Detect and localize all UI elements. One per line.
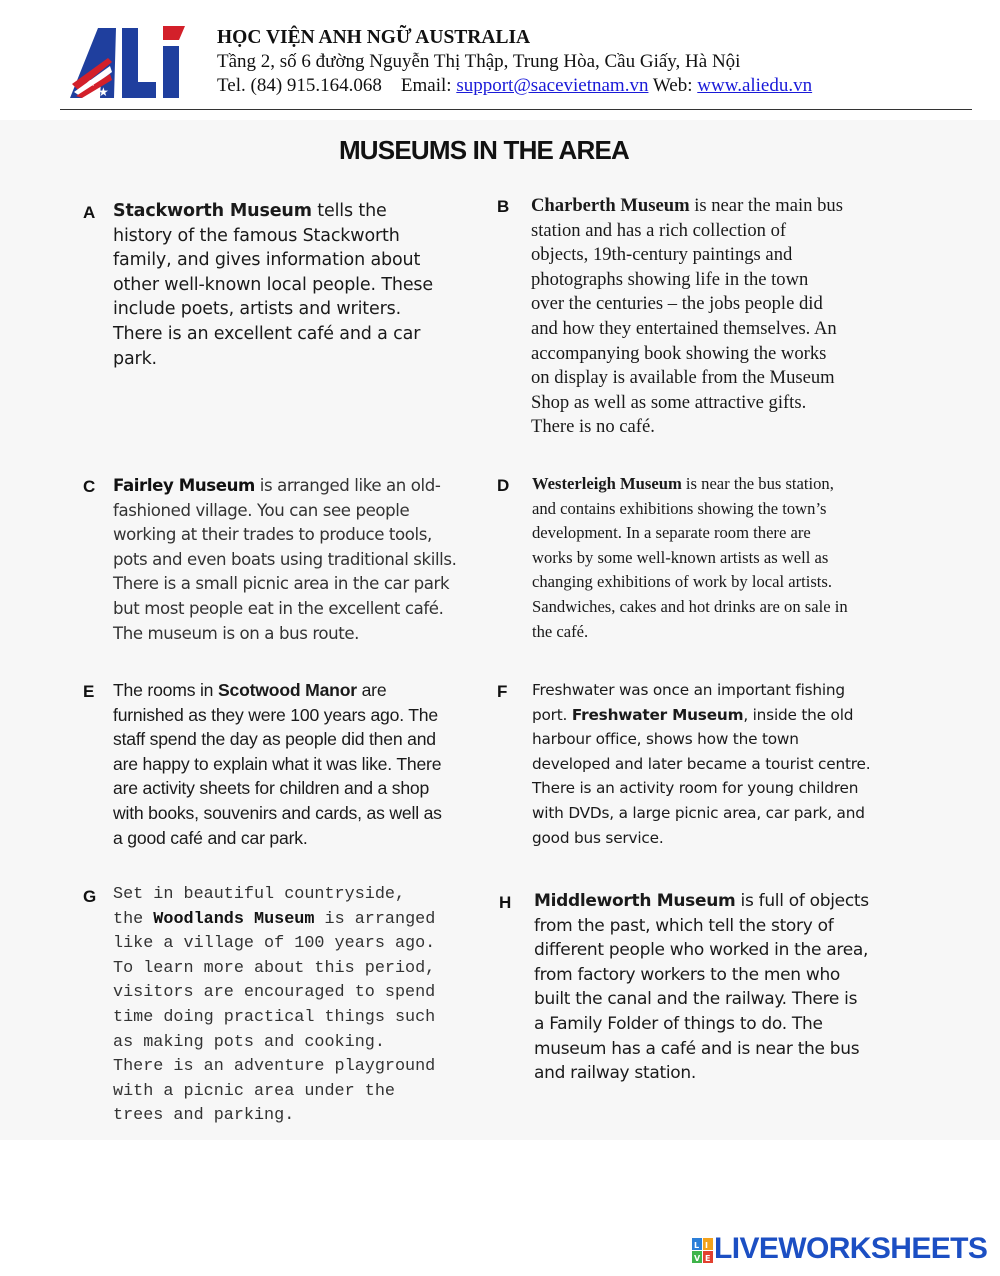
museum-f-name: Freshwater Museum [571,705,744,724]
museum-e-description: The rooms in Scotwood Manor are furnished as they were 100 years ago. The staff spend the day as people did then and are happy to explain what it was like. There are activity sheets for children and a shop with books, souvenirs and cards, as well as a good café and car park. [113,680,442,848]
svg-text:E: E [705,1254,711,1263]
web-label: Web: [652,75,693,96]
liveworksheets-brand[interactable]: LIVEWORKSHEETS [714,1232,988,1265]
museum-g-description: Set in beautiful countryside, the Woodlands Museum is arranged like a village of 100 years ago. To learn more about this period, visitors are encouraged to spend time doing practical things such as making pots and cooking. There is an adventure playground with a picnic area under the trees and parking. [113,885,436,1126]
section-letter-h: H [499,893,512,912]
museum-h-description: Middleworth Museum is full of objects from the past, which tell the story of different people who worked in the area, from factory workers to the men who built the canal and the railway. There is a Family Folder of things to do. The museum has a café and is near the bus and railway station. [534,891,869,1084]
header-divider [60,109,972,110]
email-label: Email: [400,75,452,96]
section-letter-d: D [497,476,510,495]
section-letter-g: G [83,887,97,906]
section-letter-e: E [83,682,95,701]
section-letter-b: B [497,197,510,216]
email-link[interactable]: support@sacevietnam.vn [456,75,649,96]
museum-c-name: Fairley Museum [113,476,255,495]
page-title: MUSEUMS IN THE AREA [338,135,630,165]
section-letter-f: F [497,682,508,701]
museum-g-name: Woodlands Museum [153,909,315,929]
svg-text:I: I [705,1241,708,1250]
section-letter-a: A [83,203,96,222]
svg-text:★: ★ [98,85,109,99]
museum-f-description: Freshwater was once an important fishing port. Freshwater Museum, inside the old harbour office, shows how the town developed and later became a tourist centre. There is an activity room for young children with DVDs, a large picnic area, car park, and good bus service. [532,681,871,847]
museum-b-name: Charberth Museum [531,195,690,216]
svg-text:V: V [694,1254,701,1263]
museum-a-description: Stackworth Museum tells the history of the famous Stackworth family, and gives information about other well-known local people. These include poets, artists and writers. There is an excellent café and a car park. [113,201,434,369]
institute-name: HỌC VIỆN ANH NGỮ AUSTRALIA [217,27,531,48]
museum-c-description: Fairley Museum is arranged like an old- fashioned village. You can see people working at their trades to produce tools, pots and even boats using traditional skills. There is a small picnic area in the car park but most people eat in the excellent café. The museum is on a bus route. [113,476,457,643]
svg-text:L: L [694,1241,700,1250]
tel-number: Tel. (84) 915.164.068 [217,75,382,96]
museum-e-name: Scotwood Manor [217,680,357,700]
museum-b-description: Charberth Museum is near the main bus station and has a rich collection of objects, 19th-century paintings and photographs showing life in the town over the centuries – the jobs people did and how they entertained themselves. An accompanying book showing the works on display is available from the Museum Shop as well as some attractive gifts. There is no café. [531,195,843,438]
museum-h-name: Middleworth Museum [534,891,736,911]
contact-line [217,74,812,98]
museum-d-name: Westerleigh Museum [532,474,682,493]
liveworksheets-logo-icon [692,1238,714,1264]
museum-d-description: Westerleigh Museum is near the bus station, and contains exhibitions showing the town’s development. In a separate room there are works by some well-known artists as well as changing exhibitions of work by local artists. Sandwiches, cakes and hot drinks are on sale in the café. [532,474,848,641]
institute-address: Tầng 2, số 6 đường Nguyễn Thị Thập, Trung Hòa, Cầu Giấy, Hà Nội [217,51,741,72]
ali-logo [68,22,188,100]
section-letter-c: C [83,477,96,496]
museum-a-name: Stackworth Museum [113,201,312,221]
web-link[interactable]: www.aliedu.vn [697,75,813,96]
